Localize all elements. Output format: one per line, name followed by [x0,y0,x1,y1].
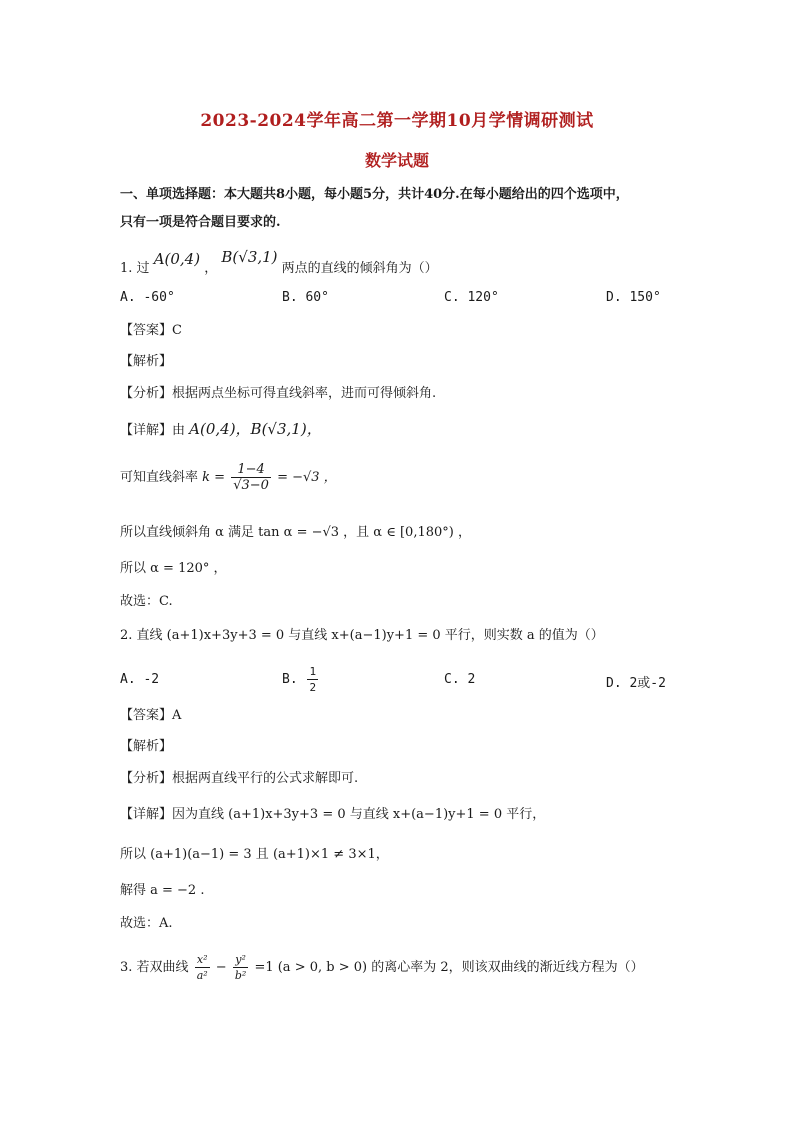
q1-sep: ， [204,261,218,276]
q1-detail-points: A(0,4)，B(√3,1)， [189,420,322,438]
q3-frac1-den: a² [196,969,208,982]
q1-fenxi: 【分析】根据两点坐标可得直线斜率，进而可得倾斜角. [120,386,437,401]
q3-frac1-num: x² [195,952,210,968]
q2-option-d: D. 2或-2 [606,676,666,691]
q3-condition: =1 (a > 0, b > 0) 的离心率为 2，则该双曲线的渐近线方程为（） [254,960,644,975]
q3-frac2 [233,952,248,983]
q3-frac2-num: y² [233,952,248,968]
q1-suffix: 两点的直线的倾斜角为（） [281,261,438,276]
q1-slope-fraction [231,462,271,493]
q2-analysis-label: 【解析】 [120,739,173,754]
q1-slope-den: √3−0 [233,478,269,493]
section-heading-line1: 一、单项选择题：本大题共8小题，每小题5分，共计40分.在每小题给出的四个选项中， [120,187,629,202]
q2-option-b [282,664,320,695]
q3-frac1 [195,952,210,983]
q2-option-b-den: 2 [309,681,317,694]
q2-step1: 所以 (a+1)(a−1) = 3 且 (a+1)×1 ≠ 3×1， [120,847,389,862]
q1-point-b: B(√3,1) [221,248,278,266]
q2-option-c: C. 2 [444,672,476,687]
q1-point-a: A(0,4) [153,250,201,268]
q1-slope-num: 1−4 [231,462,271,478]
q3-stem [120,952,644,983]
q2-option-b-num: 1 [309,665,317,678]
q2-step2: 解得 a = −2 . [120,883,205,898]
q1-slope-k: k = [202,470,226,485]
q3-minus: − [215,960,227,975]
q1-choose: 故选：C. [120,594,173,609]
section-heading-line2: 只有一项是符合题目要求的. [120,215,281,230]
q1-result-line: 所以 α = 120° ， [120,561,227,576]
q3-prefix: 3. 若双曲线 [120,960,189,975]
q1-option-b: B. 60° [282,290,329,305]
q3-frac2-den: b² [234,969,247,982]
page-title: 2023-2024学年高二第一学期10月学情调研测试 [200,111,594,131]
q2-option-b-fraction [307,664,318,695]
q2-option-a: A. -2 [120,672,160,687]
q1-prefix: 1. 过 [120,261,150,276]
q2-choose: 故选：A. [120,916,173,931]
q1-detail-prefix: 【详解】由 [120,423,186,438]
q1-stem [120,248,438,278]
q1-option-c: C. 120° [444,290,499,305]
q1-angle-line: 所以直线倾斜角 α 满足 tan α = −√3 ，且 α ∈ [0,180°) ， [120,525,471,540]
q2-detail: 【详解】因为直线 (a+1)x+3y+3 = 0 与直线 x+(a−1)y+1 = 0 平行， [120,807,546,822]
q1-option-a: A. -60° [120,290,175,305]
q2-fenxi: 【分析】根据两直线平行的公式求解即可. [120,771,359,786]
q2-stem: 2. 直线 (a+1)x+3y+3 = 0 与直线 x+(a−1)y+1 = 0 平行，则实数 a 的值为（） [120,628,604,643]
q1-answer: 【答案】C [120,323,182,338]
q1-option-d: D. 150° [606,290,661,305]
q2-answer: 【答案】A [120,708,182,723]
q1-slope-line [120,462,337,493]
q1-slope-prefix: 可知直线斜率 [120,470,199,485]
q1-slope-result: = −√3 ， [277,470,337,485]
q1-analysis-label: 【解析】 [120,354,173,369]
q2-option-b-label: B. [282,672,298,687]
page-subtitle: 数学试题 [364,151,429,170]
q1-detail [120,420,322,440]
